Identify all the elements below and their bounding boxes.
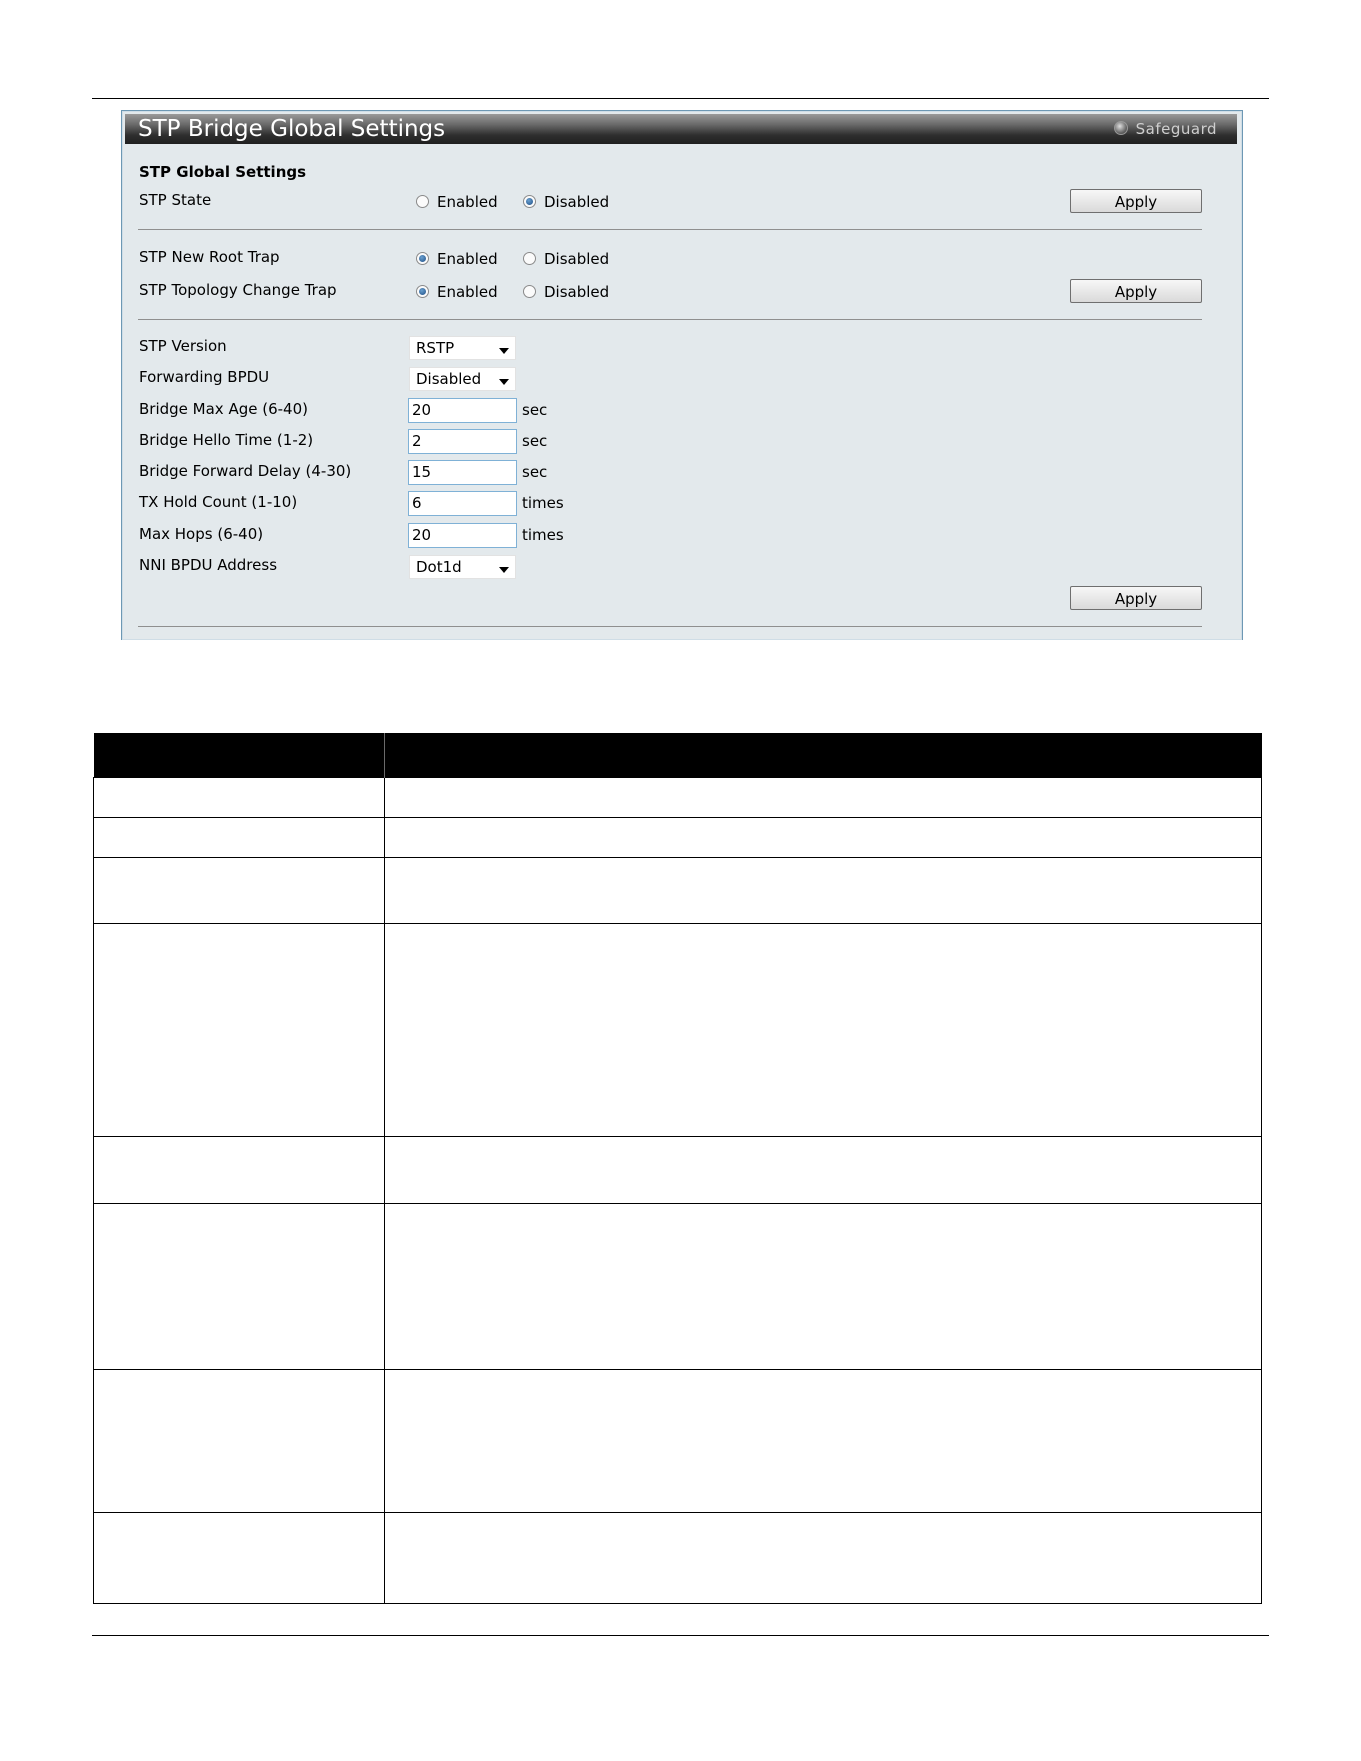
table-row (94, 778, 1262, 818)
stp-state-enabled-label: Enabled (437, 193, 498, 211)
stp-state-enabled-radio[interactable] (416, 195, 429, 208)
stp-version-select[interactable] (409, 336, 516, 360)
table-cell (94, 818, 385, 858)
max-hops-input[interactable]: 20 (408, 523, 517, 548)
chevron-down-icon (499, 379, 509, 385)
nni-bpdu-address-select[interactable] (409, 555, 516, 579)
forwarding-bpdu-select[interactable] (409, 367, 516, 391)
table-header-row (94, 733, 1262, 778)
apply-button-traps[interactable]: Apply (1070, 279, 1202, 303)
topology-change-trap-enabled-radio[interactable] (416, 285, 429, 298)
topology-change-trap-label: STP Topology Change Trap (139, 281, 337, 299)
tx-hold-count-label: TX Hold Count (1-10) (139, 493, 298, 511)
table-cell (385, 858, 1262, 923)
forwarding-bpdu-value: Disabled (416, 370, 482, 388)
table-cell (94, 1137, 385, 1203)
table-row (94, 923, 1262, 1137)
bottom-rule (92, 1635, 1269, 1636)
panel-title-bar (125, 114, 1237, 144)
max-age-input[interactable]: 20 (408, 398, 517, 423)
table-cell (385, 923, 1262, 1137)
table-cell (385, 1512, 1262, 1603)
top-rule (92, 98, 1269, 99)
tx-hold-count-unit: times (522, 494, 564, 512)
topology-change-trap-enabled-label: Enabled (437, 283, 498, 301)
table-cell (94, 923, 385, 1137)
table-cell (385, 1137, 1262, 1203)
table-row (94, 1137, 1262, 1203)
tx-hold-count-input[interactable]: 6 (408, 491, 517, 516)
table-row (94, 1370, 1262, 1513)
page-title: STP Bridge Global Settings (138, 116, 446, 142)
chevron-down-icon (499, 567, 509, 573)
table-cell (385, 818, 1262, 858)
forward-delay-unit: sec (522, 463, 548, 481)
apply-button-stp-state[interactable]: Apply (1070, 189, 1202, 213)
stp-version-value: RSTP (416, 339, 455, 357)
safeguard-led-icon (1114, 121, 1128, 135)
new-root-trap-enabled-label: Enabled (437, 250, 498, 268)
stp-version-label: STP Version (139, 337, 227, 355)
table-cell (94, 778, 385, 818)
chevron-down-icon (499, 348, 509, 354)
forward-delay-label: Bridge Forward Delay (4-30) (139, 462, 352, 480)
section-divider (138, 229, 1202, 230)
forwarding-bpdu-label: Forwarding BPDU (139, 368, 270, 386)
table-header-description (385, 733, 1262, 778)
new-root-trap-enabled-radio[interactable] (416, 252, 429, 265)
section-divider (138, 626, 1202, 627)
table-row (94, 818, 1262, 858)
stp-state-disabled-radio[interactable] (523, 195, 536, 208)
parameter-description-table (93, 733, 1262, 1604)
table-cell (385, 1370, 1262, 1513)
max-age-unit: sec (522, 401, 548, 419)
hello-time-unit: sec (522, 432, 548, 450)
nni-bpdu-address-label: NNI BPDU Address (139, 556, 278, 574)
stp-state-label: STP State (139, 191, 212, 209)
safeguard-label: Safeguard (1135, 120, 1217, 138)
hello-time-input[interactable]: 2 (408, 429, 517, 454)
table-cell (385, 1203, 1262, 1370)
table-cell (94, 1370, 385, 1513)
table-row (94, 1203, 1262, 1370)
table-row (94, 1512, 1262, 1603)
table-cell (385, 778, 1262, 818)
table-cell (94, 1512, 385, 1603)
table-cell (94, 858, 385, 923)
safeguard-indicator (1114, 114, 1217, 144)
section-heading: STP Global Settings (139, 163, 307, 181)
table-row (94, 858, 1262, 923)
new-root-trap-disabled-label: Disabled (544, 250, 610, 268)
table-header-parameter (94, 733, 385, 778)
apply-button-parameters[interactable]: Apply (1070, 586, 1202, 610)
section-divider (138, 319, 1202, 320)
forward-delay-input[interactable]: 15 (408, 460, 517, 485)
nni-bpdu-address-value: Dot1d (416, 558, 462, 576)
hello-time-label: Bridge Hello Time (1-2) (139, 431, 314, 449)
max-hops-unit: times (522, 526, 564, 544)
max-hops-label: Max Hops (6-40) (139, 525, 264, 543)
new-root-trap-disabled-radio[interactable] (523, 252, 536, 265)
max-age-label: Bridge Max Age (6-40) (139, 400, 308, 418)
stp-bridge-global-settings-panel (121, 110, 1243, 640)
stp-state-disabled-label: Disabled (544, 193, 610, 211)
table-cell (94, 1203, 385, 1370)
new-root-trap-label: STP New Root Trap (139, 248, 280, 266)
topology-change-trap-disabled-radio[interactable] (523, 285, 536, 298)
topology-change-trap-disabled-label: Disabled (544, 283, 610, 301)
